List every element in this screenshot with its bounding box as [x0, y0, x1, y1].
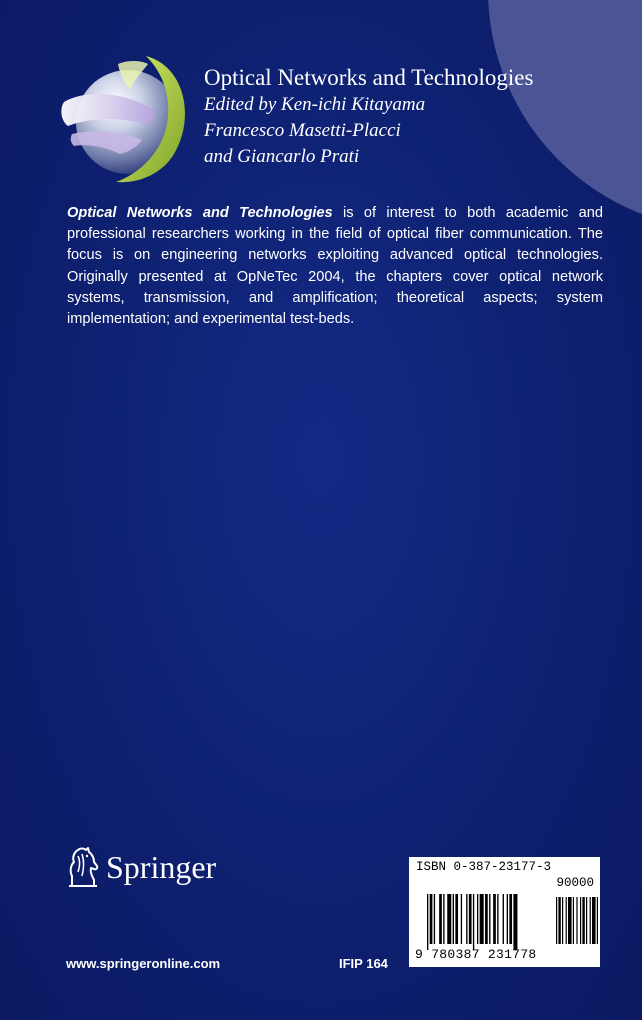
price-code: 90000 — [556, 876, 594, 890]
editor-line: and Giancarlo Prati — [204, 146, 360, 167]
ean-number: 9 780387 231778 — [415, 947, 537, 962]
editor-line: Francesco Masetti-Placci — [204, 120, 401, 141]
publisher-website: www.springeronline.com — [66, 956, 221, 971]
title-block — [204, 64, 533, 170]
isbn-text: ISBN 0-387-23177-3 — [416, 860, 552, 874]
globe-logo-icon — [58, 50, 193, 190]
description-title: Optical Networks and Technologies — [67, 205, 333, 221]
book-description — [67, 203, 603, 330]
editor-line: Edited by Ken-ichi Kitayama — [204, 94, 426, 115]
series-number: IFIP 164 — [339, 956, 388, 971]
book-title: Optical Networks and Technologies — [204, 65, 534, 90]
publisher-name: Springer — [106, 849, 217, 885]
barcode-label — [409, 857, 600, 967]
springer-horse-icon — [66, 846, 100, 888]
description-text: is of interest to both academic and professional researchers working in the field of optical fiber communication. The focus is on engineering networks exploiting advanced optical technologies. Originally presented at OpNeTec 2004, the chapters cover optical network systems, transmission, and amplification; theoretical aspects; system implementation; and experimental test-beds. — [67, 205, 603, 328]
